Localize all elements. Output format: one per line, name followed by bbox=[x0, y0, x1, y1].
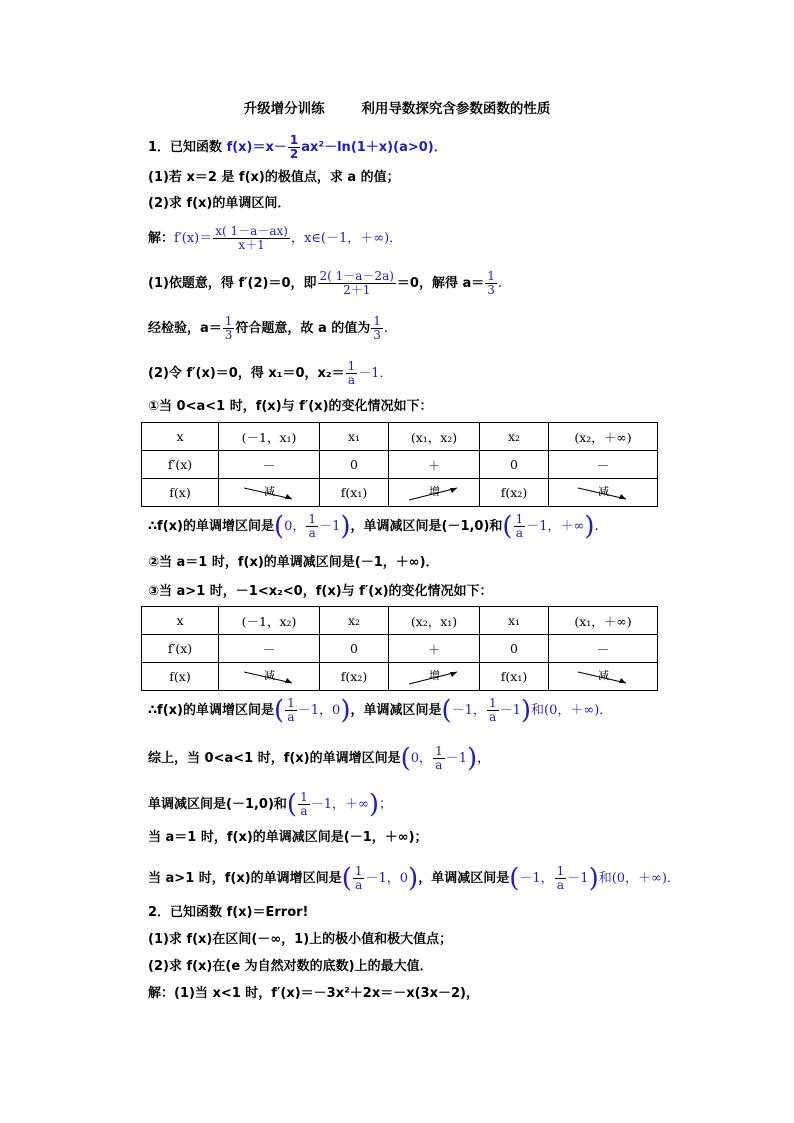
table-row: f′(x) － 0 ＋ 0 － bbox=[142, 635, 658, 663]
decreasing-arrow-icon bbox=[574, 667, 632, 687]
title-topic: 利用导数探究含参数函数的性质 bbox=[361, 101, 551, 117]
problem2-q2: (2)求 f(x)在(e 为自然对数的底数)上的最大值． bbox=[148, 959, 433, 974]
summary-line2: 单调减区间是(－1,0)和( $\frac{1}{a}$ －1，＋∞)； bbox=[148, 789, 392, 820]
solution-step1: (1)依题意，得 f′(2)＝0，即 $\frac{2( 1-a-2a)}{2+1}$ ＝0，解得 a＝ $\frac{1}{3}$ . bbox=[148, 269, 503, 297]
problem2-q1: (1)求 f(x)在区间(－∞，1)上的极小值和极大值点； bbox=[148, 932, 453, 947]
variation-table-1 bbox=[141, 422, 658, 507]
solution-derivative: 解：f′(x)＝ $\frac{x( 1-a-ax)}{x+1}$ ，x∈(－1，＋∞)． bbox=[148, 224, 403, 252]
result1: ∴f(x)的单调增区间是(0， $\frac{1}{a}$ －1)，单调减区间是(－1,0)和( $\frac{1}{a}$ －1，＋∞). bbox=[148, 511, 599, 542]
svg-text:减: 减 bbox=[264, 668, 275, 682]
result2: ∴f(x)的单调增区间是( $\frac{1}{a}$ －1，0)，单调减区间是(－1， $\frac{1}{a}$ －1)和(0，＋∞)． bbox=[148, 695, 613, 726]
summary-line4: 当 a>1 时，f(x)的单调增区间是( $\frac{1}{a}$ －1，0)，单调减区间是(－1， $\frac{1}{a}$ －1)和(0，＋∞)． bbox=[148, 863, 680, 894]
solution-step2: (2)令 f′(x)＝0，得 x₁＝0，x₂＝ $\frac{1}{a}$ －1． bbox=[148, 359, 393, 387]
table-row: x (－1，x₂) x₂ (x₂，x₁) x₁ (x₁，＋∞) bbox=[142, 607, 658, 635]
increasing-arrow-icon bbox=[405, 667, 463, 687]
fraction-half: $\frac{1}{2}$ bbox=[289, 133, 299, 161]
summary-line3: 当 a＝1 时，f(x)的单调减区间是(－1，＋∞)； bbox=[148, 830, 428, 845]
svg-text:增: 增 bbox=[429, 484, 440, 498]
decreasing-arrow-icon bbox=[574, 483, 632, 503]
case1-heading: ①当 0<a<1 时，f(x)与 f′(x)的变化情况如下： bbox=[148, 399, 433, 414]
decreasing-arrow-icon bbox=[240, 667, 298, 687]
fraction-derivative: $\frac{x( 1-a-ax)}{x+1}$ bbox=[215, 224, 288, 252]
table-row: f(x) 减 f(x₂) 增 f(x₁) 减 bbox=[142, 663, 658, 691]
increasing-arrow-icon bbox=[405, 483, 463, 503]
svg-text:减: 减 bbox=[598, 484, 609, 498]
decreasing-arrow-icon bbox=[240, 483, 298, 503]
table-row: f′(x) － 0 ＋ 0 － bbox=[142, 451, 658, 479]
problem1-q1: (1)若 x＝2 是 f(x)的极值点，求 a 的值； bbox=[148, 170, 400, 185]
solution-check: 经检验，a＝ $\frac{1}{3}$ 符合题意，故 a 的值为 $\frac{1}{3}$ . bbox=[148, 314, 389, 342]
svg-text:减: 减 bbox=[264, 484, 275, 498]
svg-text:增: 增 bbox=[429, 668, 440, 682]
problem1-q2: (2)求 f(x)的单调区间． bbox=[148, 196, 291, 211]
problem2-statement: 2．已知函数 f(x)＝Error! bbox=[148, 905, 309, 920]
page-title bbox=[0, 97, 794, 117]
summary-line1: 综上，当 0<a<1 时，f(x)的单调增区间是(0， $\frac{1}{a}$ －1)， bbox=[148, 743, 491, 774]
case3-heading: ③当 a>1 时，－1<x₂<0，f(x)与 f′(x)的变化情况如下： bbox=[148, 584, 493, 599]
problem1-statement: 1．已知函数 f(x)＝x－ $\frac{1}{2}$ ax²－ln(1＋x)(a>0)． bbox=[148, 133, 447, 161]
svg-text:减: 减 bbox=[598, 668, 609, 682]
problem2-solution: 解：(1)当 x<1 时，f′(x)＝－3x²＋2x＝－x(3x－2)， bbox=[148, 986, 479, 1001]
variation-table-2 bbox=[141, 606, 658, 691]
case2-line: ②当 a＝1 时，f(x)的单调减区间是(－1，＋∞)． bbox=[148, 555, 439, 570]
table-row: x (－1，x₁) x₁ (x₁，x₂) x₂ (x₂，＋∞) bbox=[142, 423, 658, 451]
title-series: 升级增分训练 bbox=[243, 101, 325, 117]
table-row: f(x) 减 f(x₁) 增 f(x₂) 减 bbox=[142, 479, 658, 507]
